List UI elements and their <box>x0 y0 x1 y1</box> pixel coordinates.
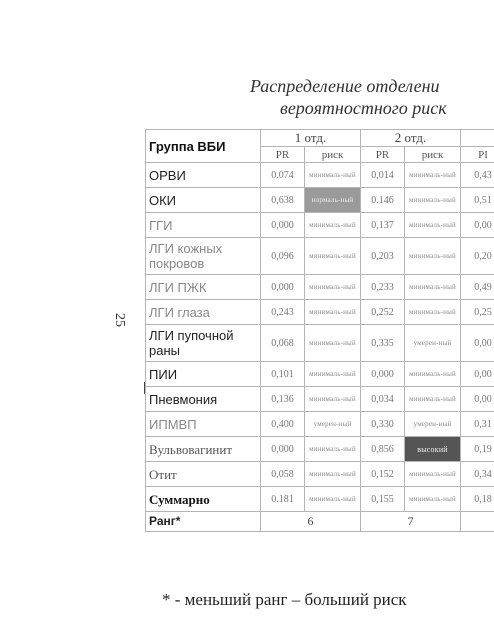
risk-value: минималь-ный <box>305 238 361 275</box>
pr-value: 0,43 <box>461 163 494 188</box>
pr-header: PR <box>361 147 405 163</box>
table-row <box>146 437 494 462</box>
risk-value: минималь-ный <box>405 188 461 213</box>
title-line-2: вероятностного риск <box>280 98 447 118</box>
risk-value: минималь-ный <box>405 300 461 325</box>
risk-value: минималь-ный <box>405 213 461 238</box>
table-row <box>146 238 494 275</box>
title-line-1: Распределение отделени <box>250 76 440 96</box>
pr-value: 0,00 <box>461 325 494 362</box>
pr-value: 0,34 <box>461 462 494 487</box>
pr-value: 0,19 <box>461 437 494 462</box>
dept-2-header: 2 отд. <box>361 130 461 147</box>
group-name: ЛГИ пупочной раны <box>146 325 261 362</box>
pr-value: 0,335 <box>361 325 405 362</box>
pr-value: 0,155 <box>361 487 405 512</box>
table-row <box>146 487 494 512</box>
group-name: Вульвовагинит <box>146 437 261 462</box>
pr-value: 0,330 <box>361 412 405 437</box>
pr-value: 0,068 <box>261 325 305 362</box>
dept-3-header <box>461 130 494 147</box>
risk-value: минималь-ный <box>305 437 361 462</box>
group-name: ЛГИ кожных покровов <box>146 238 261 275</box>
rank-value: 7 <box>361 512 461 532</box>
rank-label: Ранг* <box>146 512 261 532</box>
pr-value: 0.074 <box>261 163 305 188</box>
group-header: Группа ВБИ <box>146 130 261 163</box>
risk-value: минималь-ный <box>305 325 361 362</box>
risk-value: минималь-ный <box>305 213 361 238</box>
risk-value: минималь-ный <box>305 275 361 300</box>
table-row <box>146 362 494 387</box>
pr-value: 0,101 <box>261 362 305 387</box>
risk-value: высокий <box>405 437 461 462</box>
risk-value: умерен-ный <box>305 412 361 437</box>
risk-value: минималь-ный <box>405 238 461 275</box>
pr-value: 0,31 <box>461 412 494 437</box>
pr-value: 0,000 <box>261 275 305 300</box>
pr-value: 0,014 <box>361 163 405 188</box>
group-name: ГГИ <box>146 213 261 238</box>
pr-value: 0,096 <box>261 238 305 275</box>
pr-value: 0,252 <box>361 300 405 325</box>
group-name: ПИИ <box>146 362 261 387</box>
page-number: 25 <box>112 313 127 327</box>
rank-row <box>146 512 494 532</box>
table-row <box>146 412 494 437</box>
pr-value: 0,136 <box>261 387 305 412</box>
pr-value: 0,233 <box>361 275 405 300</box>
pr-value: 0,00 <box>461 213 494 238</box>
risk-header: риск <box>305 147 361 163</box>
risk-value: минималь-ный <box>405 163 461 188</box>
table-row <box>146 462 494 487</box>
pr-value: 0,058 <box>261 462 305 487</box>
risk-value: минималь-ный <box>405 362 461 387</box>
table-row <box>146 188 494 213</box>
pr-header-cut: PI <box>461 147 494 163</box>
risk-header: риск <box>405 147 461 163</box>
pr-value: 0,000 <box>261 437 305 462</box>
pr-value: 0.181 <box>261 487 305 512</box>
group-name: Пневмония <box>146 387 261 412</box>
footnote: * - меньший ранг – больший риск <box>162 590 407 609</box>
table-row <box>146 275 494 300</box>
risk-value: умерен-ный <box>405 325 461 362</box>
pr-value: 0,400 <box>261 412 305 437</box>
risk-value: минималь-ный <box>305 300 361 325</box>
pr-value: 0,00 <box>461 362 494 387</box>
table-row <box>146 300 494 325</box>
table-row <box>146 213 494 238</box>
pr-value: 0,000 <box>361 362 405 387</box>
rank-value: 6 <box>261 512 361 532</box>
group-name: Отит <box>146 462 261 487</box>
pr-value: 0,203 <box>361 238 405 275</box>
risk-value: минималь-ный <box>305 462 361 487</box>
pr-value: 0,00 <box>461 387 494 412</box>
pr-value: 0,20 <box>461 238 494 275</box>
risk-value: минималь-ный <box>305 487 361 512</box>
group-name: ОКИ <box>146 188 261 213</box>
dept-1-header: 1 отд. <box>261 130 361 147</box>
group-name: Суммарно <box>146 487 261 512</box>
group-name: ОРВИ <box>146 163 261 188</box>
table-row <box>146 163 494 188</box>
pr-value: 0,49 <box>461 275 494 300</box>
group-name: ЛГИ глаза <box>146 300 261 325</box>
pr-value: 0,51 <box>461 188 494 213</box>
risk-value: умерен-ный <box>405 412 461 437</box>
table-row <box>146 325 494 362</box>
table-row <box>146 387 494 412</box>
pr-value: 0,18 <box>461 487 494 512</box>
risk-value: минималь-ный <box>405 487 461 512</box>
risk-value: минималь-ный <box>305 163 361 188</box>
table-title <box>250 75 494 119</box>
risk-value: минималь-ный <box>305 362 361 387</box>
pr-value: 0,152 <box>361 462 405 487</box>
risk-table <box>145 129 494 532</box>
pr-value: 0,034 <box>361 387 405 412</box>
group-name: ИПМВП <box>146 412 261 437</box>
pr-value: 0,000 <box>261 213 305 238</box>
risk-value: минималь-ный <box>405 387 461 412</box>
rank-value-cut <box>461 512 494 532</box>
pr-value: 0.146 <box>361 188 405 213</box>
risk-value: нормаль-ный <box>305 188 361 213</box>
pr-value: 0,137 <box>361 213 405 238</box>
pr-header: PR <box>261 147 305 163</box>
risk-value: минималь-ный <box>305 387 361 412</box>
pr-value: 0,25 <box>461 300 494 325</box>
risk-value: минималь-ный <box>405 275 461 300</box>
pr-value: 0,243 <box>261 300 305 325</box>
risk-value: минималь-ный <box>405 462 461 487</box>
pr-value: 0,638 <box>261 188 305 213</box>
pr-value: 0,856 <box>361 437 405 462</box>
group-name: ЛГИ ПЖК <box>146 275 261 300</box>
